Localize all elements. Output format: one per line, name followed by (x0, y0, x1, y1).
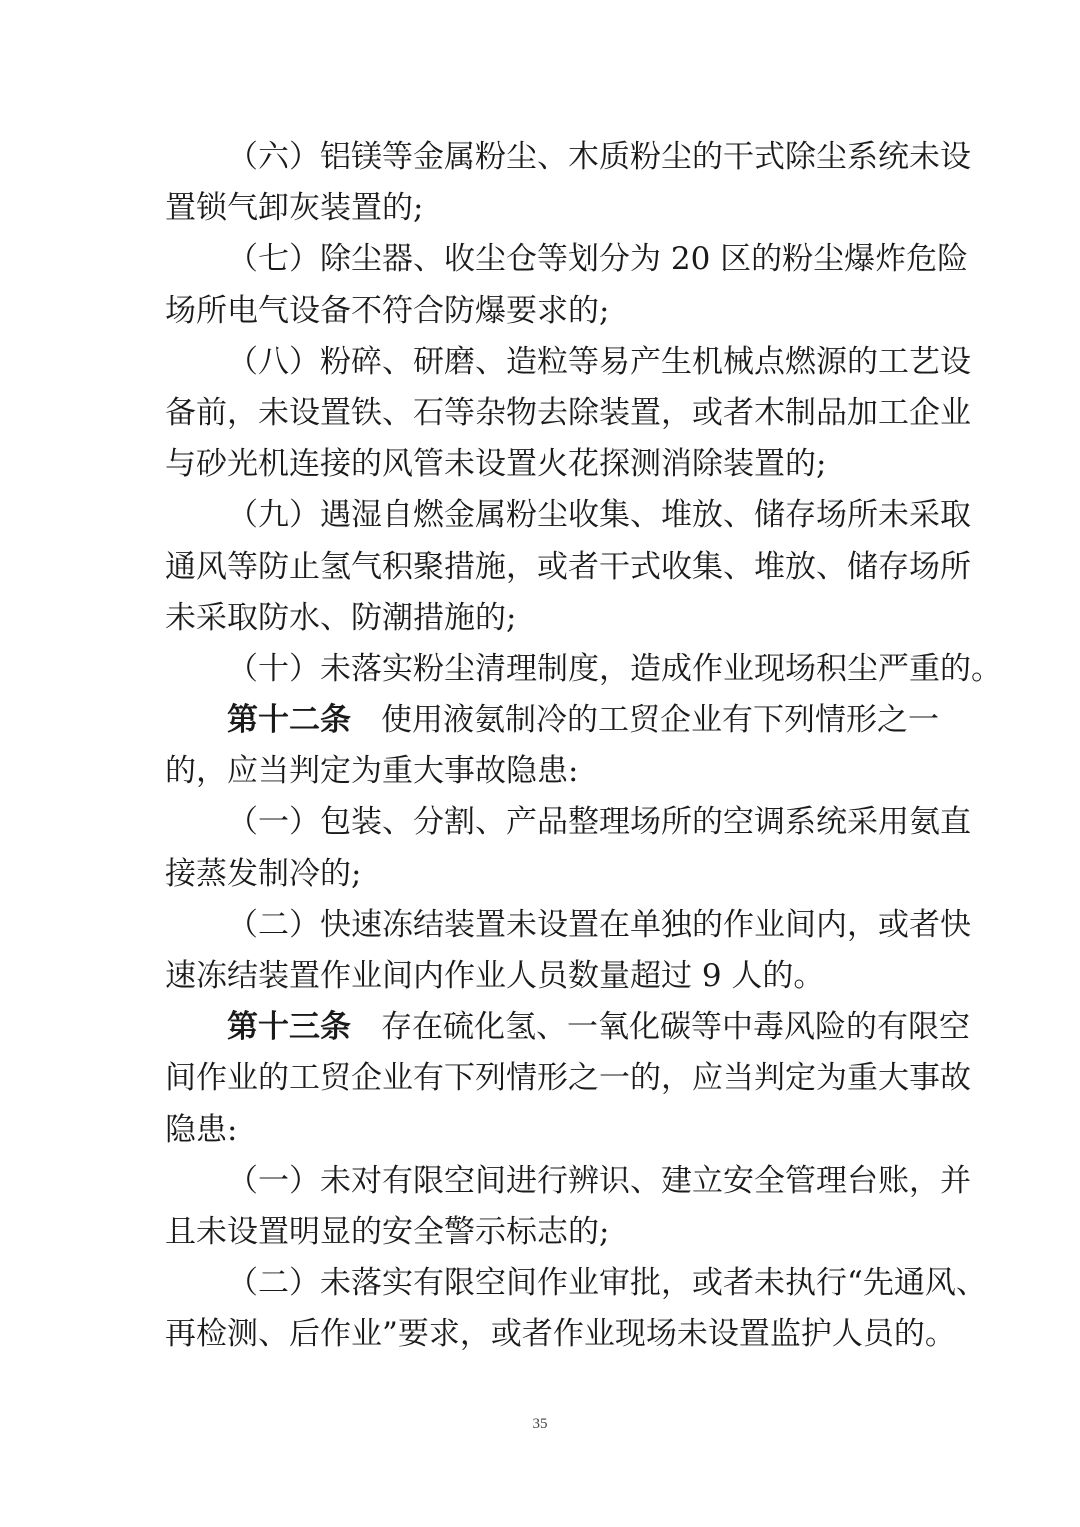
paragraph-line: 与砂光机连接的风管未设置火花探测消除装置的; (165, 446, 827, 483)
article-13-line (165, 1002, 970, 1053)
paragraph-line: 置锁气卸灰装置的; (165, 190, 424, 227)
article-number: 第十二条 (227, 702, 351, 739)
paragraph-line: 场所电气设备不符合防爆要求的; (165, 292, 610, 329)
paragraph-line: 未采取防水、防潮措施的; (165, 599, 517, 636)
paragraph-line: 速冻结装置作业间内作业人员数量超过 9 人的。 (165, 958, 825, 994)
document-body (165, 132, 1002, 1361)
page-number: 35 (532, 1416, 548, 1432)
paragraph-line: 备前，未设置铁、石等杂物去除装置，或者木制品加工企业 (165, 394, 971, 431)
paragraph-line: （一）未对有限空间进行辨识、建立安全管理台账，并 (227, 1162, 971, 1199)
paragraph-line: 且未设置明显的安全警示标志的; (165, 1213, 610, 1250)
paragraph-line: （七）除尘器、收尘仓等划分为 20 区的粉尘爆炸危险 (227, 241, 969, 278)
paragraph-line: （一）包装、分割、产品整理场所的空调系统采用氨直 (227, 804, 971, 841)
article-12-line (165, 695, 939, 746)
article-text: 使用液氨制冷的工贸企业有下列情形之一 (381, 702, 939, 739)
paragraph-line: （九）遇湿自燃金属粉尘收集、堆放、储存场所未采取 (227, 497, 971, 534)
paragraph-line: （二）快速冻结装置未设置在单独的作业间内，或者快 (227, 906, 971, 943)
paragraph-line: 接蒸发制冷的; (165, 855, 362, 892)
paragraph-line: （六）铝镁等金属粉尘、木质粉尘的干式除尘系统未设 (227, 139, 971, 175)
paragraph-line: （二）未落实有限空间作业审批，或者未执行“先通风、 (227, 1265, 987, 1302)
paragraph-line: 的，应当判定为重大事故隐患: (165, 753, 579, 790)
paragraph-line: 隐患: (165, 1111, 238, 1148)
paragraph-line: （八）粉碎、研磨、造粒等易产生机械点燃源的工艺设 (227, 343, 971, 380)
paragraph-line: 间作业的工贸企业有下列情形之一的，应当判定为重大事故 (165, 1060, 971, 1097)
paragraph-line: （十）未落实粉尘清理制度，造成作业现场积尘严重的。 (227, 650, 1002, 687)
paragraph-line: 通风等防止氢气积聚措施，或者干式收集、堆放、储存场所 (165, 548, 971, 585)
article-text: 存在硫化氢、一氧化碳等中毒风险的有限空 (381, 1009, 970, 1046)
paragraph-line: 再检测、后作业”要求，或者作业现场未设置监护人员的。 (165, 1316, 956, 1353)
article-number: 第十三条 (227, 1009, 351, 1046)
